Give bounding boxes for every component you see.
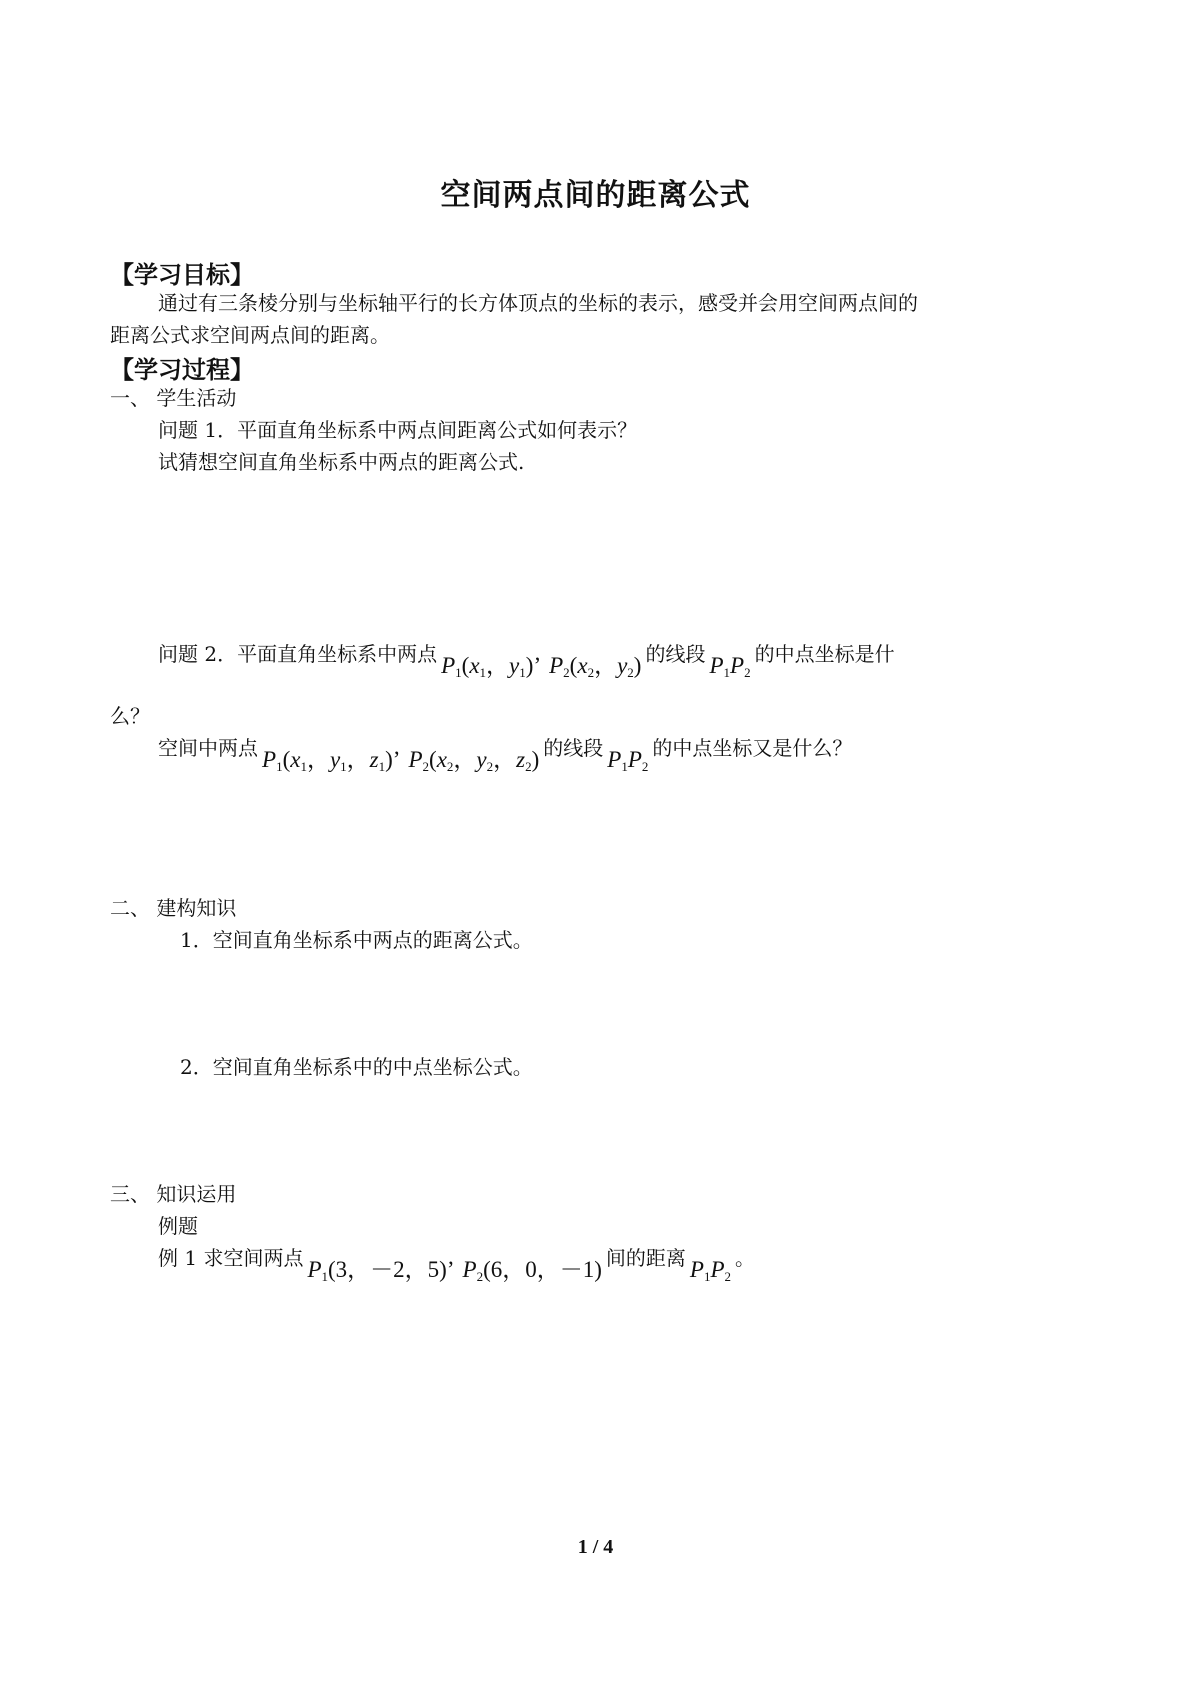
example-1-mid: 间的距离: [605, 1246, 686, 1270]
document-title: 空间两点间的距离公式: [440, 178, 751, 213]
question-2-mid: 的线段: [645, 642, 706, 666]
part2-item-1: 1．空间直角坐标系中两点的距离公式。: [180, 928, 533, 952]
part3-sub-heading: 例题: [158, 1214, 198, 1238]
point-p2-3d: $P_2(x_2$，$y_2$，$z_2$): [408, 747, 540, 774]
question-2-suffix: 的中点坐标是什: [754, 642, 895, 666]
question-2-wrap: 么？: [110, 704, 150, 728]
objectives-line-2: 距离公式求空间两点间的距离。: [110, 323, 390, 347]
objectives-line-1: 通过有三条棱分别与坐标轴平行的长方体顶点的坐标的表示，感受并会用空间两点间的: [158, 291, 918, 315]
example-point-p2: $P_2(6$，0，－1): [462, 1257, 602, 1284]
example-1-line: [158, 1242, 756, 1284]
question-1: 问题 1．平面直角坐标系中两点间距离公式如何表示？: [158, 418, 638, 442]
example-segment-p1p2: $P_1P_2$: [689, 1257, 732, 1284]
question-2-prefix: 问题 2．平面直角坐标系中两点: [158, 642, 438, 666]
question-3-suffix: 的中点坐标又是什么？: [652, 736, 853, 760]
page-number: 1 / 4: [577, 1536, 614, 1558]
example-point-p1: $P_1(3$，－2，5)’: [307, 1257, 455, 1284]
question-3-prefix: 空间中两点: [158, 736, 258, 760]
part1-label: 一、 学生活动: [110, 386, 237, 410]
example-1-suffix: 。: [735, 1246, 756, 1270]
example-1-prefix: 例 1 求空间两点: [158, 1246, 304, 1270]
part2-item-2: 2．空间直角坐标系中的中点坐标公式。: [180, 1055, 533, 1079]
point-p2-2d: $P_2(x_2$，$y_2$): [549, 653, 642, 680]
question-1-follow: 试猜想空间直角坐标系中两点的距离公式.: [158, 450, 525, 474]
segment-p1p2: $P_1P_2$: [709, 653, 751, 680]
part3-label: 三、 知识运用: [110, 1182, 237, 1206]
objectives-heading: 【学习目标】: [110, 261, 254, 289]
question-2-line: [158, 638, 895, 680]
part2-label: 二、 建构知识: [110, 896, 237, 920]
question-3-line: [158, 732, 853, 774]
point-p1-2d: $P_1(x_1$，$y_1$)’: [441, 653, 542, 680]
question-3-mid: 的线段: [543, 736, 604, 760]
point-p1-3d: $P_1(x_1$，$y_1$，$z_1$)’: [262, 747, 401, 774]
segment-p1p2-3d: $P_1P_2$: [607, 747, 649, 774]
process-heading: 【学习过程】: [110, 356, 254, 384]
